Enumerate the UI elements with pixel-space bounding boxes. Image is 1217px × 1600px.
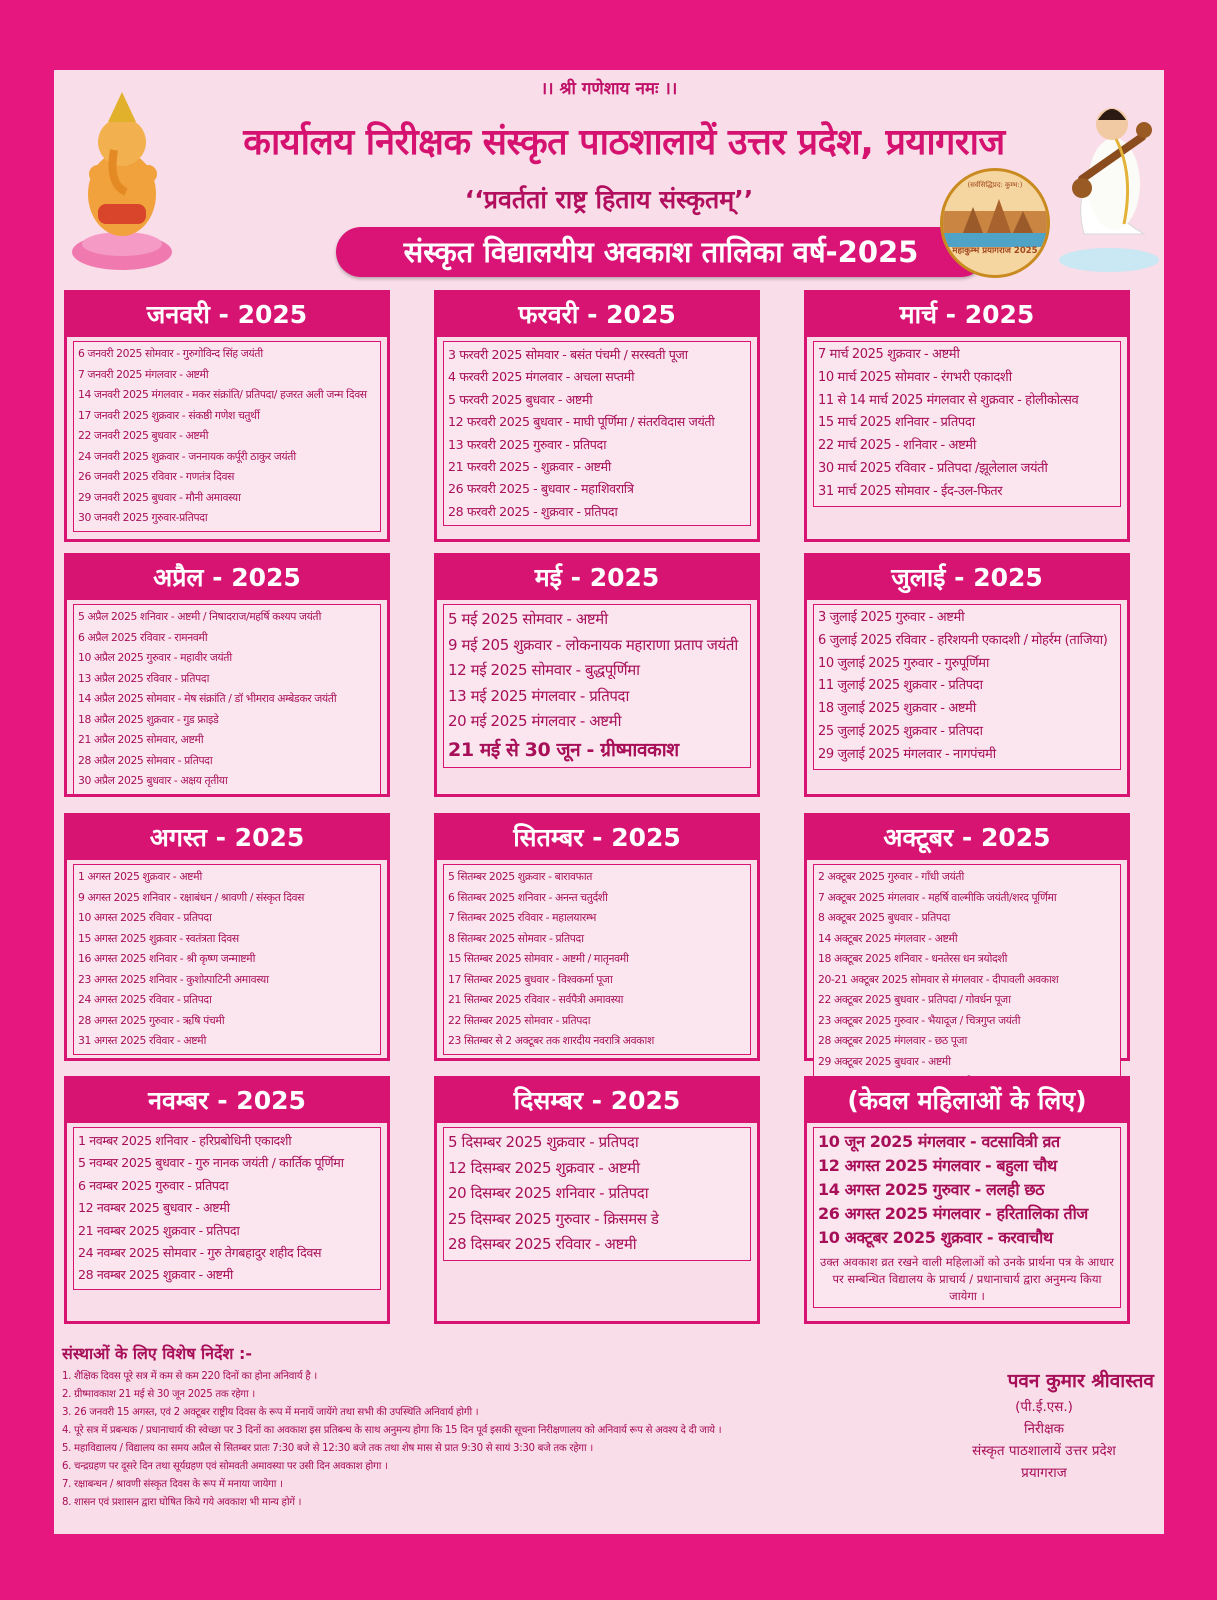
list-item: 24 नवम्बर 2025 सोमवार - गुरु तेगबहादुर शहीद दिवस <box>78 1245 322 1261</box>
month-title: जुलाई - 2025 <box>807 556 1127 600</box>
list-item: 8. शासन एवं प्रशासन द्वारा घोषित किये गये अवकाश भी मान्य होगें । <box>62 1497 302 1508</box>
list-item: 18 अप्रैल 2025 शुक्रवार - गुड फ्राइडे <box>78 712 219 726</box>
list-item: 4. पूरे सत्र में प्रबन्धक / प्रधानाचार्य की स्वेच्छा पर 3 दिनों का अवकाश इस प्रतिबन्ध के साथ अनुमन्य होगा कि 15 दिन पूर्व इसकी सूचना निरीक्षणालय को अनिवार्य रूप से अवश्य दे दी जाये । <box>62 1425 722 1436</box>
month-title: सितम्बर - 2025 <box>437 816 757 860</box>
signatory-designation: निरीक्षक <box>1023 1421 1065 1437</box>
calendar-banner: संस्कृत विद्यालयीय अवकाश तालिका वर्ष-2025 <box>336 227 986 277</box>
list-item: 30 अप्रैल 2025 बुधवार - अक्षय तृतीया <box>78 774 228 787</box>
list-item: 22 अक्टूबर 2025 बुधवार - प्रतिपदा / गोवर्धन पूजा <box>818 993 1011 1006</box>
list-item: 15 मार्च 2025 शनिवार - प्रतिपदा <box>818 415 975 431</box>
list-item: 31 मार्च 2025 सोमवार - ईद-उल-फितर <box>818 483 1003 499</box>
list-item: 3 फरवरी 2025 सोमवार - बसंत पंचमी / सरस्वती पूजा <box>448 347 688 362</box>
list-item: 23 सितम्बर से 2 अक्टूबर तक शारदीय नवरात्रि अवकाश <box>448 1034 654 1047</box>
signatory-service: (पी.ई.एस.) <box>1015 1399 1073 1415</box>
list-item: 10 अप्रैल 2025 गुरुवार - महावीर जयंती <box>78 651 232 664</box>
month-card-august <box>64 813 390 1061</box>
holiday-list <box>73 1127 381 1290</box>
list-item: 6 नवम्बर 2025 गुरुवार - प्रतिपदा <box>78 1177 229 1193</box>
list-item: 1 अगस्त 2025 शुक्रवार - अष्टमी <box>78 870 202 883</box>
list-item: 29 जुलाई 2025 मंगलवार - नागपंचमी <box>818 746 996 762</box>
month-card-july <box>804 553 1130 797</box>
list-item: 26 अगस्त 2025 मंगलवार - हरितालिका तीज <box>818 1204 1088 1223</box>
list-item: 28 अप्रैल 2025 सोमवार - प्रतिपदा <box>78 753 213 767</box>
list-item: 30 जनवरी 2025 गुरुवार-प्रतिपदा <box>78 511 208 524</box>
list-item: 12 नवम्बर 2025 बुधवार - अष्टमी <box>78 1200 230 1216</box>
ganesha-image <box>68 84 176 274</box>
list-item: 20 मई 2025 मंगलवार - अष्टमी <box>448 712 622 730</box>
list-item: 10 मार्च 2025 सोमवार - रंगभरी एकादशी <box>818 369 1012 385</box>
list-item: 17 जनवरी 2025 शुक्रवार - संकष्ठी गणेश चतुर्थी <box>78 408 260 422</box>
list-item: 28 नवम्बर 2025 शुक्रवार - अष्टमी <box>78 1267 233 1283</box>
holiday-list <box>443 341 751 526</box>
month-card-september <box>434 813 760 1061</box>
summer-vacation: 21 मई से 30 जून - ग्रीष्मावकाश <box>448 738 679 761</box>
list-item: 23 अक्टूबर 2025 गुरुवार - भैयादूज / चित्रगुप्त जयंती <box>818 1013 1021 1027</box>
signatory-office: संस्कृत पाठशालायें उत्तर प्रदेश <box>972 1443 1116 1459</box>
month-card-november <box>64 1076 390 1324</box>
list-item: 21 अप्रैल 2025 सोमवार, अष्टमी <box>78 733 204 746</box>
holiday-sheet <box>54 70 1164 1534</box>
list-item: 7 सितम्बर 2025 रविवार - महालयारम्भ <box>448 911 596 924</box>
month-card-february <box>434 290 760 542</box>
month-title: मार्च - 2025 <box>807 293 1127 337</box>
list-item: 12 अगस्त 2025 मंगलवार - बहुला चौथ <box>818 1156 1057 1175</box>
list-item: 7. रक्षाबन्धन / श्रावणी संस्कृत दिवस के रूप में मनाया जायेगा । <box>62 1479 283 1490</box>
list-item: 12 दिसम्बर 2025 शुक्रवार - अष्टमी <box>448 1158 640 1177</box>
list-item: 5 अप्रैल 2025 शनिवार - अष्टमी / निषादराज/महर्षि कश्यप जयंती <box>78 610 321 623</box>
saraswati-image <box>1054 84 1164 274</box>
month-title: अप्रैल - 2025 <box>67 556 387 600</box>
list-item: 5 फरवरी 2025 बुधवार - अष्टमी <box>448 391 593 407</box>
list-item: 29 अक्टूबर 2025 बुधवार - अष्टमी <box>818 1054 951 1068</box>
list-item: 5 मई 2025 सोमवार - अष्टमी <box>448 610 608 628</box>
special-instructions <box>62 1342 932 1512</box>
list-item: 14 अगस्त 2025 गुरुवार - ललही छठ <box>818 1180 1045 1199</box>
list-item: 22 जनवरी 2025 बुधवार - अष्टमी <box>78 429 209 442</box>
list-item: 2. ग्रीष्मावकाश 21 मई से 30 जून 2025 तक रहेगा । <box>62 1389 255 1400</box>
list-item: 14 अप्रैल 2025 सोमवार - मेष संक्रांति / डॉ भीमराव अम्बेडकर जयंती <box>78 692 337 705</box>
list-item: 7 अक्टूबर 2025 मंगलवार - महर्षि वाल्मीकि जयंती/शरद पूर्णिमा <box>818 890 1057 904</box>
list-item: 6 जुलाई 2025 रविवार - हरिशयनी एकादशी / मोहर्रम (ताजिया) <box>818 632 1108 648</box>
list-item: 5 नवम्बर 2025 बुधवार - गुरु नानक जयंती / कार्तिक पूर्णिमा <box>78 1155 344 1171</box>
list-item: 6 अप्रैल 2025 रविवार - रामनवमी <box>78 630 208 644</box>
invocation: ।। श्री गणेशाय नमः ।। <box>540 79 678 99</box>
signatory-name: पवन कुमार श्रीवास्तव <box>1007 1370 1154 1392</box>
month-card-april <box>64 553 390 797</box>
holiday-list <box>73 864 381 1055</box>
list-item: 3. 26 जनवरी 15 अगस्त, एवं 2 अक्टूबर राष्ट्रीय दिवस के रूप में मनायें जायेंगे तथा सभी की उपस्थिति अनिवार्य होगी । <box>62 1407 479 1418</box>
holiday-list <box>813 604 1121 770</box>
list-item: 8 अक्टूबर 2025 बुधवार - प्रतिपदा <box>818 911 950 924</box>
list-item: 8 सितम्बर 2025 सोमवार - प्रतिपदा <box>448 931 584 945</box>
list-item: 7 मार्च 2025 शुक्रवार - अष्टमी <box>818 347 960 362</box>
list-item: 25 दिसम्बर 2025 गुरुवार - क्रिसमस डे <box>448 1209 659 1228</box>
page-title: कार्यालय निरीक्षक संस्कृत पाठशालायें उत्तर प्रदेश, प्रयागराज <box>243 122 1005 163</box>
list-item: 31 अगस्त 2025 रविवार - अष्टमी <box>78 1034 206 1047</box>
month-title: मई - 2025 <box>437 556 757 600</box>
list-item: 25 जुलाई 2025 शुक्रवार - प्रतिपदा <box>818 723 983 739</box>
list-item: 11 जुलाई 2025 शुक्रवार - प्रतिपदा <box>818 678 983 694</box>
women-holiday-note: उक्त अवकाश व्रत रखने वाली महिलाओं को उनके प्रार्थना पत्र के आधार पर सम्बन्धित विद्यालय के प्राचार्य / प्रधानाचार्य द्वारा अनुमन्य किया जायेगा । <box>820 1255 1114 1303</box>
list-item: 11 से 14 मार्च 2025 मंगलवार से शुक्रवार - होलीकोत्सव <box>818 392 1079 408</box>
list-item: 1 नवम्बर 2025 शनिवार - हरिप्रबोधिनी एकादशी <box>78 1133 292 1148</box>
holiday-list <box>443 864 751 1055</box>
holiday-list <box>443 1127 751 1261</box>
list-item: 10 अक्टूबर 2025 शुक्रवार - करवाचौथ <box>818 1228 1053 1247</box>
list-item: 9 मई 205 शुक्रवार - लोकनायक महाराणा प्रताप जयंती <box>448 635 738 654</box>
may-holidays <box>448 607 746 735</box>
list-item: 5 दिसम्बर 2025 शुक्रवार - प्रतिपदा <box>448 1133 639 1151</box>
list-item: 20 दिसम्बर 2025 शनिवार - प्रतिपदा <box>448 1184 649 1202</box>
signature-block <box>934 1366 1154 1484</box>
list-item: 21 सितम्बर 2025 रविवार - सर्वपैत्री अमावस्या <box>448 993 624 1006</box>
list-item: 13 फरवरी 2025 गुरुवार - प्रतिपदा <box>448 436 607 452</box>
list-item: 24 अगस्त 2025 रविवार - प्रतिपदा <box>78 993 212 1006</box>
list-item: 22 मार्च 2025 - शनिवार - अष्टमी <box>818 438 976 454</box>
list-item: 12 मई 2025 सोमवार - बुद्धपूर्णिमा <box>448 661 640 679</box>
list-item: 30 मार्च 2025 रविवार - प्रतिपदा /झूलेलाल जयंती <box>818 460 1048 476</box>
list-item: 10 जून 2025 मंगलवार - वटसावित्री व्रत <box>818 1132 1060 1151</box>
month-card-women-only <box>804 1076 1130 1324</box>
list-item: 6. चन्द्रग्रहण पर दूसरे दिन तथा सूर्यग्रहण एवं सोमवती अमावस्या पर उसी दिन अवकाश होगा । <box>62 1461 388 1472</box>
list-item: 28 अगस्त 2025 गुरुवार - ऋषि पंचमी <box>78 1013 225 1027</box>
instructions-list <box>62 1368 932 1512</box>
list-item: 28 अक्टूबर 2025 मंगलवार - छठ पूजा <box>818 1034 967 1047</box>
list-item: 18 जुलाई 2025 शुक्रवार - अष्टमी <box>818 701 976 717</box>
month-title: अगस्त - 2025 <box>67 816 387 860</box>
list-item: 6 सितम्बर 2025 शनिवार - अनन्त चतुर्दशी <box>448 890 608 904</box>
holiday-list <box>813 341 1121 507</box>
list-item: 14 अक्टूबर 2025 मंगलवार - अष्टमी <box>818 931 958 945</box>
mahakumbh-emblem <box>940 168 1050 278</box>
list-item: 22 सितम्बर 2025 सोमवार - प्रतिपदा <box>448 1013 591 1027</box>
month-card-january <box>64 290 390 542</box>
list-item: 7 जनवरी 2025 मंगलवार - अष्टमी <box>78 367 209 381</box>
month-card-march <box>804 290 1130 542</box>
month-card-may <box>434 553 760 797</box>
list-item: 26 जनवरी 2025 रविवार - गणतंत्र दिवस <box>78 470 234 483</box>
list-item: 1. शैक्षिक दिवस पूरे सत्र में कम से कम 220 दिनों का होना अनिवार्य है । <box>62 1371 317 1382</box>
list-item: 13 मई 2025 मंगलवार - प्रतिपदा <box>448 686 629 705</box>
list-item: 28 फरवरी 2025 - शुक्रवार - प्रतिपदा <box>448 503 618 519</box>
holiday-list <box>813 864 1121 1096</box>
emblem-text: महाकुम्भ प्रयागराज 2025 <box>952 246 1038 256</box>
month-title: (केवल महिलाओं के लिए) <box>807 1079 1127 1123</box>
signatory-city: प्रयागराज <box>1021 1465 1067 1481</box>
holiday-list <box>443 604 751 768</box>
month-card-october <box>804 813 1130 1068</box>
list-item: 24 जनवरी 2025 शुक्रवार - जननायक कर्पूरी ठाकुर जयंती <box>78 449 296 463</box>
list-item: 10 अगस्त 2025 रविवार - प्रतिपदा <box>78 911 212 924</box>
list-item: 21 फरवरी 2025 - शुक्रवार - अष्टमी <box>448 459 611 475</box>
list-item: 29 जनवरी 2025 बुधवार - मौनी अमावस्या <box>78 490 241 504</box>
list-item: 20-21 अक्टूबर 2025 सोमवार से मंगलवार - दीपावली अवकाश <box>818 972 1059 986</box>
list-item: 3 जुलाई 2025 गुरुवार - अष्टमी <box>818 610 965 625</box>
month-title: अक्टूबर - 2025 <box>807 816 1127 860</box>
list-item: 28 दिसम्बर 2025 रविवार - अष्टमी <box>448 1235 637 1253</box>
list-item: 9 अगस्त 2025 शनिवार - रक्षाबंधन / श्रावणी / संस्कृत दिवस <box>78 890 305 904</box>
month-title: दिसम्बर - 2025 <box>437 1079 757 1123</box>
list-item: 14 जनवरी 2025 मंगलवार - मकर संक्रांति/ प्रतिपदा/ हजरत अली जन्म दिवस <box>78 388 367 401</box>
list-item: 2 अक्टूबर 2025 गुरुवार - गाँधी जयंती <box>818 870 964 883</box>
list-item: 21 नवम्बर 2025 शुक्रवार - प्रतिपदा <box>78 1222 240 1238</box>
list-item: 5 सितम्बर 2025 शुक्रवार - बारावफात <box>448 870 593 883</box>
list-item: 6 जनवरी 2025 सोमवार - गुरुगोविन्द सिंह जयंती <box>78 347 263 360</box>
emblem-top-text: (सर्वसिद्धिप्रद: कुम्भ:) <box>967 181 1023 189</box>
list-item: 5. महाविद्यालय / विद्यालय का समय अप्रैल से सितम्बर प्रातः 7:30 बजे से 12:30 बजे तक तथा शेष मास से प्रात 9:30 से सायं 3:30 बजे तक रहेगा । <box>62 1443 593 1454</box>
list-item: 18 अक्टूबर 2025 शनिवार - धनतेरस धन त्रयोदशी <box>818 952 1008 965</box>
holiday-list <box>813 1127 1121 1308</box>
month-card-december <box>434 1076 760 1324</box>
month-title: नवम्बर - 2025 <box>67 1079 387 1123</box>
holiday-list <box>73 341 381 532</box>
list-item: 10 जुलाई 2025 गुरुवार - गुरुपूर्णिमा <box>818 655 989 671</box>
list-item: 17 सितम्बर 2025 बुधवार - विश्वकर्मा पूजा <box>448 972 613 986</box>
list-item: 4 फरवरी 2025 मंगलवार - अचला सप्तमी <box>448 369 635 385</box>
list-item: 15 सितम्बर 2025 सोमवार - अष्टमी / मातृनवमी <box>448 952 629 965</box>
month-title: फरवरी - 2025 <box>437 293 757 337</box>
list-item: 15 अगस्त 2025 शुक्रवार - स्वतंत्रता दिवस <box>78 931 239 945</box>
list-item: 16 अगस्त 2025 शनिवार - श्री कृष्ण जन्माष्टमी <box>78 952 256 965</box>
list-item: 23 अगस्त 2025 शनिवार - कुशोत्पाटिनी अमावस्या <box>78 972 269 986</box>
women-holidays <box>818 1130 1116 1250</box>
list-item: 12 फरवरी 2025 बुधवार - माघी पूर्णिमा / संतरविदास जयंती <box>448 414 715 430</box>
holiday-list <box>73 604 381 795</box>
month-title: जनवरी - 2025 <box>67 293 387 337</box>
list-item: 13 अप्रैल 2025 रविवार - प्रतिपदा <box>78 671 209 685</box>
instructions-title: संस्थाओं के लिए विशेष निर्देश :- <box>62 1344 253 1363</box>
list-item: 26 फरवरी 2025 - बुधवार - महाशिवरात्रि <box>448 481 634 497</box>
motto: ‘‘प्रवर्ततां राष्ट्र हिताय संस्कृतम्’’ <box>464 185 754 214</box>
